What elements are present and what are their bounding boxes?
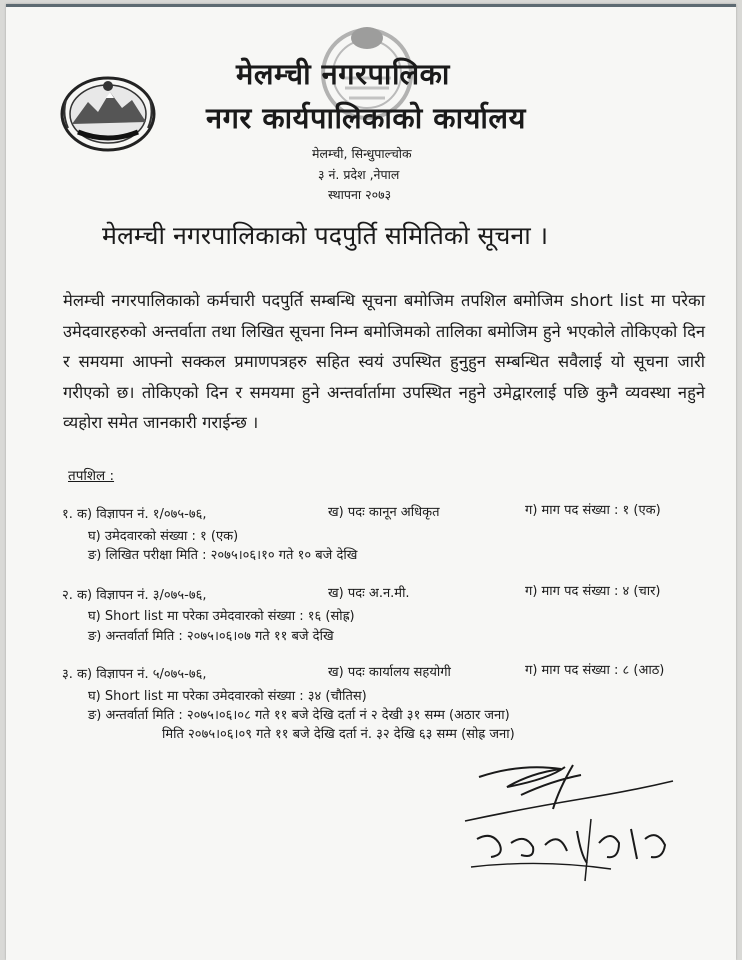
item-3-date-2: मिति २०७५।०६।०९ गते ११ बजे देखि दर्ता नं. ३२ देखि ६३ सम्म (सोह्र जना) <box>162 727 515 742</box>
office-name: नगर कार्यपालिकाको कार्यालय <box>206 101 526 135</box>
address-line-2: ३ नं. प्रदेश ,नेपाल <box>318 167 400 182</box>
notice-page <box>6 4 736 960</box>
signature-icon <box>461 759 681 884</box>
item-2-candidates: घ) Short list मा परेका उमेदवारको संख्या : १६ (सोह्र) <box>88 609 355 624</box>
item-2-date: ङ) अन्तर्वार्ता मिति : २०७५।०६।०७ गते ११ बजे देखि <box>88 629 334 644</box>
top-border <box>6 4 736 7</box>
item-2-advert: २. क) विज्ञापन नं. ३/०७५-७६, <box>62 588 207 603</box>
item-2-demand: ग) माग पद संख्या : ४ (चार) <box>525 584 661 599</box>
item-3-post: ख) पदः कार्यालय सहयोगी <box>328 665 451 680</box>
item-1-date: ङ) लिखित परीक्षा मिति : २०७५।०६।१० गते १० बजे देखि <box>88 548 358 563</box>
established-year: स्थापना २०७३ <box>328 187 392 202</box>
municipality-name: मेलम्ची नगरपालिका <box>236 57 450 91</box>
item-1-candidates: घ) उमेदवारको संख्या : १ (एक) <box>88 529 239 544</box>
nepal-emblem-icon <box>58 74 158 154</box>
address-line-1: मेलम्ची, सिन्धुपाल्चोक <box>312 146 412 161</box>
item-3-candidates: घ) Short list मा परेका उमेदवारको संख्या : ३४ (चौतिस) <box>88 689 367 704</box>
notice-title: मेलम्ची नगरपालिकाको पदपुर्ति समितिको सूचना । <box>102 221 549 250</box>
item-1-demand: ग) माग पद संख्या : १ (एक) <box>525 503 661 518</box>
item-3-date: ङ) अन्तर्वार्ता मिति : २०७५।०६।०८ गते ११ बजे देखि दर्ता नं २ देखी ३१ सम्म (अठार जना) <box>88 708 510 723</box>
notice-body: मेलम्ची नगरपालिकाको कर्मचारी पदपुर्ति सम्बन्धि सूचना बमोजिम तपशिल बमोजिम short list मा परेका उमेदवारहरुको अन्तर्वाता तथा लिखित सूचना निम्न बमोजिमको तालिका बमोजिम हुने भएकोले तोकिएको दिन र समयमा आफ्नो सक्कल प्रमाणपत्रहरु सहित स्वयं उपस्थित हुनुहुन सम्बन्धित सवैलाई यो सूचना जारी गरीएको छ। तोकिएको दिन र समयमा हुने अन्तर्वार्तामा उपस्थित नहुने उमेद्वारलाई पछि कुनै व्यवस्था नहुने व्यहोरा समेत जानकारी गराईन्छ । <box>63 291 705 432</box>
details-heading: तपशिल : <box>68 468 115 484</box>
item-1-advert: १. क) विज्ञापन नं. १/०७५-७६, <box>62 507 207 522</box>
item-3-demand: ग) माग पद संख्या : ८ (आठ) <box>525 663 665 678</box>
item-2-post: ख) पदः अ.न.मी. <box>328 586 410 601</box>
item-1-post: ख) पदः कानून अधिकृत <box>328 505 440 520</box>
item-3-advert: ३. क) विज्ञापन नं. ५/०७५-७६, <box>62 667 207 682</box>
